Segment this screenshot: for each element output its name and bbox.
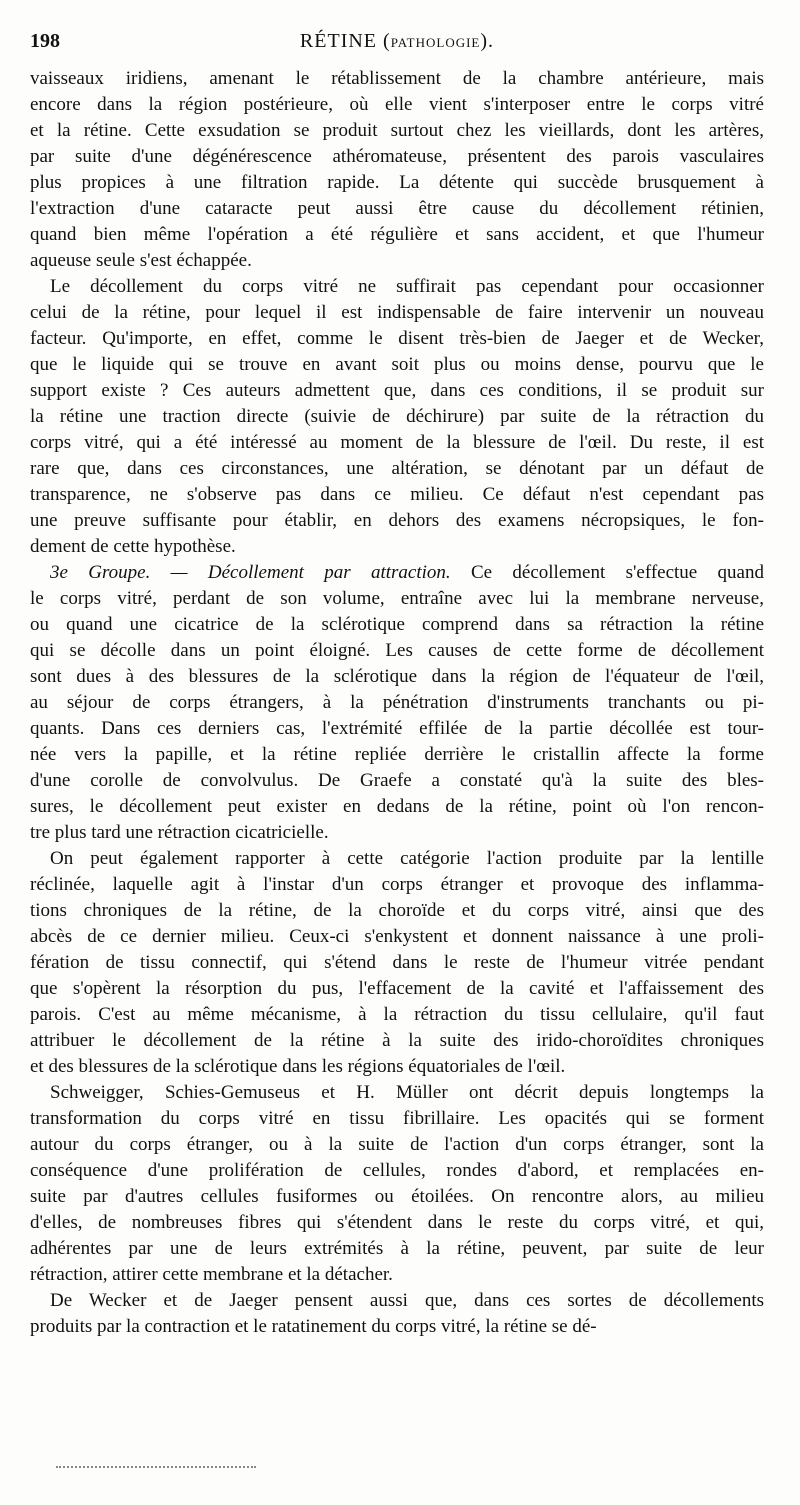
text-line: plus propices à une filtration rapide. La détente qui succède brusquement à bbox=[30, 172, 764, 193]
text-line: fération de tissu connectif, qui s'étend dans le reste de l'humeur vitrée pendant bbox=[30, 952, 764, 973]
running-head-subtitle: PATHOLOGIE bbox=[390, 35, 481, 50]
text-line: On peut également rapporter à cette catégorie l'action produite par la lentille bbox=[50, 848, 764, 869]
group-heading: 3e Groupe. — Décollement par attraction. bbox=[50, 562, 451, 583]
running-head-close: ). bbox=[480, 30, 495, 52]
page-number: 198 bbox=[30, 30, 60, 52]
text-line: et des blessures de la sclérotique dans les régions équatoriales de l'œil. bbox=[30, 1056, 566, 1077]
paragraph bbox=[30, 560, 764, 846]
text-line: que s'opèrent la résorption du pus, l'effacement de la cavité et l'affaissement des bbox=[30, 978, 764, 999]
text-line: De Wecker et de Jaeger pensent aussi que, dans ces sortes de décollements bbox=[50, 1290, 764, 1311]
text-line: conséquence d'une prolifération de cellules, rondes d'abord, et remplacées en- bbox=[30, 1160, 764, 1181]
text-line: quand bien même l'opération a été régulière et sans accident, et que l'humeur bbox=[30, 224, 764, 245]
running-head bbox=[30, 30, 764, 53]
footer-marks bbox=[56, 1466, 256, 1474]
text-line: au séjour de corps étrangers, à la pénétration d'instruments tranchants ou pi- bbox=[30, 692, 764, 713]
text-line: aqueuse seule s'est échappée. bbox=[30, 250, 252, 271]
text-line: parois. C'est au même mécanisme, à la rétraction du tissu cellulaire, qu'il faut bbox=[30, 1004, 764, 1025]
paragraph bbox=[30, 66, 764, 274]
text-line: support existe ? Ces auteurs admettent que, dans ces conditions, il se produit sur bbox=[30, 380, 764, 401]
text-line: rare que, dans ces circonstances, une altération, se dénotant par un défaut de bbox=[30, 458, 764, 479]
text-line: dement de cette hypothèse. bbox=[30, 536, 236, 557]
text-line: attribuer le décollement de la rétine à la suite des irido-choroïdites chroniques bbox=[30, 1030, 764, 1051]
text-line: réclinée, laquelle agit à l'instar d'un corps étranger et provoque des inflamma- bbox=[30, 874, 764, 895]
text-line: d'elles, de nombreuses fibres qui s'étendent dans le reste du corps vitré, et qui, bbox=[30, 1212, 764, 1233]
text-line: tions chroniques de la rétine, de la choroïde et du corps vitré, ainsi que des bbox=[30, 900, 764, 921]
paragraph bbox=[30, 846, 764, 1080]
text-line: qui se décolle dans un point éloigné. Les causes de cette forme de décollement bbox=[30, 640, 764, 661]
body-text bbox=[30, 66, 764, 1340]
paragraph bbox=[30, 274, 764, 560]
text-line: encore dans la région postérieure, où elle vient s'interposer entre le corps vitré bbox=[30, 94, 764, 115]
text-line: ou quand une cicatrice de la sclérotique comprend dans sa rétraction la rétine bbox=[30, 614, 764, 635]
text-line: par suite d'une dégénérescence athéromateuse, présentent des parois vasculaires bbox=[30, 146, 764, 167]
text-line: Schweigger, Schies-Gemuseus et H. Müller ont décrit depuis longtemps la bbox=[50, 1082, 764, 1103]
text-line: née vers la papille, et la rétine repliée derrière le cristallin affecte la forme bbox=[30, 744, 764, 765]
text-line: corps vitré, qui a été intéressé au moment de la blessure de l'œil. Du reste, il est bbox=[30, 432, 764, 453]
running-head-main: RÉTINE ( bbox=[299, 30, 391, 52]
text-line bbox=[30, 560, 764, 586]
text-line: et la rétine. Cette exsudation se produit surtout chez les vieillards, dont les artères, bbox=[30, 120, 764, 141]
text-line: produits par la contraction et le ratatinement du corps vitré, la rétine se dé- bbox=[30, 1316, 597, 1337]
text-line: vaisseaux iridiens, amenant le rétablissement de la chambre antérieure, mais bbox=[30, 68, 764, 89]
text-line: une preuve suffisante pour établir, en dehors des examens nécropsiques, le fon- bbox=[30, 510, 764, 531]
text-line: que le liquide qui se trouve en avant soit plus ou moins dense, pourvu que le bbox=[30, 354, 764, 375]
text-line: tre plus tard une rétraction cicatricielle. bbox=[30, 822, 329, 843]
text-line-content: Ce décollement s'effectue quand bbox=[450, 562, 764, 583]
text-line: Le décollement du corps vitré ne suffirait pas cependant pour occasionner bbox=[50, 276, 764, 297]
page-header bbox=[30, 30, 764, 60]
paragraph bbox=[30, 1288, 764, 1340]
text-line: adhérentes par une de leurs extrémités à la rétine, peuvent, par suite de leur bbox=[30, 1238, 764, 1259]
text-line: abcès de ce dernier milieu. Ceux-ci s'enkystent et donnent naissance à une proli- bbox=[30, 926, 764, 947]
text-line: l'extraction d'une cataracte peut aussi être cause du décollement rétinien, bbox=[30, 198, 764, 219]
text-line: facteur. Qu'importe, en effet, comme le disent très-bien de Jaeger et de Wecker, bbox=[30, 328, 764, 349]
text-line: transparence, ne s'observe pas dans ce milieu. Ce défaut n'est cependant pas bbox=[30, 484, 764, 505]
text-line: suite par d'autres cellules fusiformes ou étoilées. On rencontre alors, au milieu bbox=[30, 1186, 764, 1207]
text-line: celui de la rétine, pour lequel il est indispensable de faire intervenir un nouveau bbox=[30, 302, 764, 323]
text-line: d'une corolle de convolvulus. De Graefe a constaté qu'à la suite des bles- bbox=[30, 770, 764, 791]
text-line: la rétine une traction directe (suivie de déchirure) par suite de la rétraction du bbox=[30, 406, 764, 427]
text-line: transformation du corps vitré en tissu fibrillaire. Les opacités qui se forment bbox=[30, 1108, 764, 1129]
text-line: sont dues à des blessures de la sclérotique dans la région de l'équateur de l'œil, bbox=[30, 666, 764, 687]
text-line: quants. Dans ces derniers cas, l'extrémité effilée de la partie décollée est tour- bbox=[30, 718, 764, 739]
text-line: rétraction, attirer cette membrane et la détacher. bbox=[30, 1264, 393, 1285]
paragraph bbox=[30, 1080, 764, 1288]
text-line: autour du corps étranger, ou à la suite de l'action d'un corps étranger, sont la bbox=[30, 1134, 764, 1155]
text-line: sures, le décollement peut exister en dedans de la rétine, point où l'on rencon- bbox=[30, 796, 764, 817]
text-line: le corps vitré, perdant de son volume, entraîne avec lui la membrane nerveuse, bbox=[30, 588, 764, 609]
